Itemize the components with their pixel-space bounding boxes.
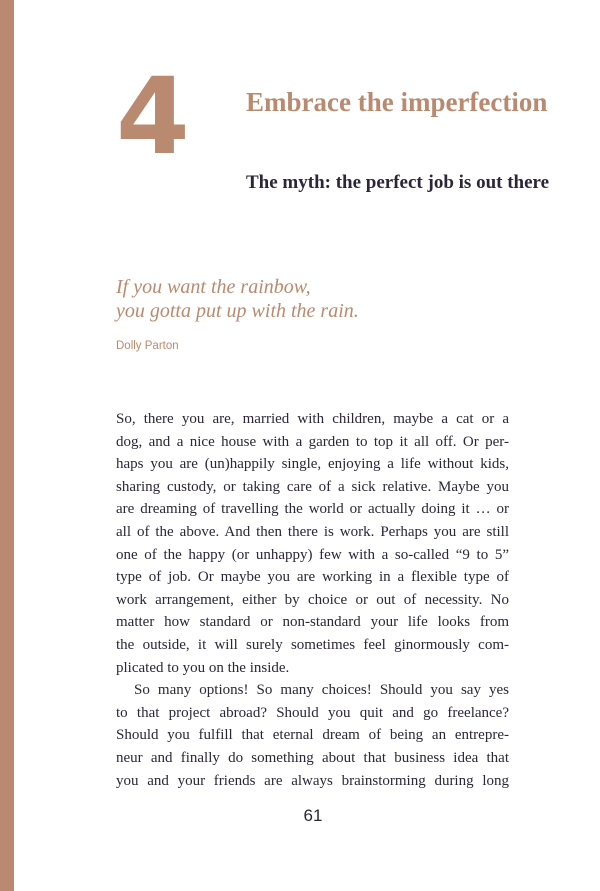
body-line: So, there you are, married with children, maybe a cat or a xyxy=(116,411,509,427)
body-line: matter how standard or non-standard your life looks from xyxy=(116,614,509,631)
epigraph-attribution: Dolly Parton xyxy=(116,340,179,352)
body-line: neur and finally do something about that business idea that xyxy=(116,749,509,766)
body-line: sharing custody, or taking care of a sick relative. Maybe you xyxy=(116,478,509,495)
body-line: plicated to you on the inside. xyxy=(116,659,290,676)
body-line: to that project abroad? Should you quit and go freelance? xyxy=(116,704,509,721)
body-line: are dreaming of travelling the world or actually doing it … or xyxy=(116,501,509,518)
body-line: dog, and a nice house with a garden to top it all off. Or per- xyxy=(116,433,509,450)
chapter-title: Embrace the imperfection xyxy=(246,87,548,117)
body-line: the outside, it will surely sometimes feel ginormously com- xyxy=(116,636,509,653)
chapter-subtitle: The myth: the perfect job is out there xyxy=(246,172,550,193)
chapter-number: 4 xyxy=(116,55,188,178)
body-line: Should you fulfill that eternal dream of being an entrepre- xyxy=(116,727,509,744)
body-line: work arrangement, either by choice or out of necessity. No xyxy=(116,591,509,608)
body-line: all of the above. And then there is work. Perhaps you are still xyxy=(116,523,509,540)
side-accent-bar xyxy=(0,0,14,891)
epigraph-quote xyxy=(116,275,536,323)
body-line: type of job. Or maybe you are working in a flexible type of xyxy=(116,569,509,586)
body-line: one of the happy (or unhappy) few with a so-called “9 to 5” xyxy=(116,546,509,563)
epigraph-line: you gotta put up with the rain. xyxy=(116,300,359,322)
page-number: 61 xyxy=(303,806,323,825)
body-line: you and your friends are always brainstorming during long xyxy=(116,772,509,789)
body-text xyxy=(116,408,509,792)
epigraph-line: If you want the rainbow, xyxy=(116,276,311,298)
body-line: So many options! So many choices! Should you say yes xyxy=(134,682,509,699)
body-line: haps you are (un)happily single, enjoying a life without kids, xyxy=(116,456,509,473)
